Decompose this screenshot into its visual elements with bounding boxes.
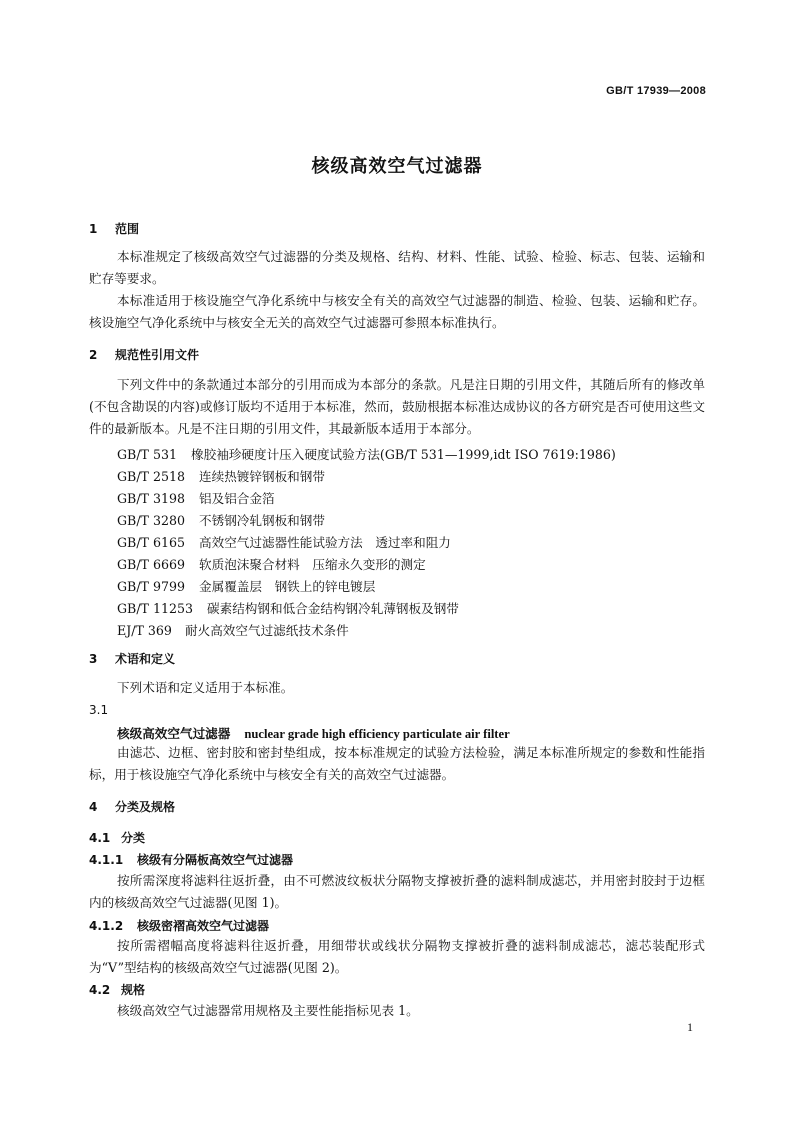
- reference-item: [117, 510, 325, 529]
- reference-title: 软质泡沫聚合材料 压缩永久变形的测定: [199, 557, 426, 572]
- section-4-2-paragraph: 核级高效空气过滤器常用规格及主要性能指标见表 1。: [117, 1003, 419, 1018]
- reference-title: 金属覆盖层 钢铁上的锌电镀层: [199, 579, 376, 594]
- section-1-paragraph-2: 本标准适用于核设施空气净化系统中与核安全有关的高效空气过滤器的制造、检验、包装、运输和贮存。核设施空气净化系统中与核安全无关的高效空气过滤器可参照本标准执行。: [89, 293, 705, 330]
- section-2-number: 2: [89, 348, 98, 362]
- section-4-1-number: 4.1: [89, 831, 111, 845]
- reference-code: GB/T 3280: [117, 513, 186, 528]
- section-4-1-1-number: 4.1.1: [89, 853, 124, 867]
- term-3-1-definition: 由滤芯、边框、密封胶和密封垫组成，按本标准规定的试验方法检验，满足本标准所规定的参数和性能指标，用于核设施空气净化系统中与核安全有关的高效空气过滤器。: [89, 745, 705, 782]
- section-4-1-2-paragraph: 按所需褶幅高度将滤料往返折叠，用细带状或线状分隔物支撑被折叠的滤料制成滤芯，滤芯装配形式为“V”型结构的核级高效空气过滤器(见图 2)。: [89, 938, 705, 975]
- reference-title: 铝及铝合金箔: [199, 491, 275, 506]
- term-3-1-number: 3.1: [89, 703, 109, 717]
- section-2-title: 规范性引用文件: [115, 348, 200, 362]
- section-3-paragraph: 下列术语和定义适用于本标准。: [117, 680, 294, 695]
- section-3-heading: [89, 650, 175, 667]
- section-2-heading: [89, 346, 199, 363]
- section-4-1-2-title: 核级密褶高效空气过滤器: [137, 919, 270, 933]
- reference-code: GB/T 3198: [117, 491, 186, 506]
- reference-item: [117, 620, 349, 639]
- section-1-title: 范围: [115, 222, 140, 236]
- section-4-1-1-paragraph: 按所需深度将滤料往返折叠，由不可燃波纹板状分隔物支撑被折叠的滤料制成滤芯，并用密封胶封于边框内的核级高效空气过滤器(见图 1)。: [89, 873, 705, 910]
- section-1-heading: [89, 220, 139, 237]
- reference-title: 不锈钢冷轧钢板和钢带: [199, 513, 325, 528]
- reference-code: EJ/T 369: [117, 623, 172, 638]
- page-number: 1: [687, 1020, 693, 1034]
- section-3-number: 3: [89, 652, 98, 666]
- reference-code: GB/T 11253: [117, 601, 194, 616]
- section-4-1-title: 分类: [121, 831, 146, 845]
- reference-item: [117, 576, 375, 595]
- reference-title: 耐火高效空气过滤纸技术条件: [185, 623, 349, 638]
- section-4-2-number: 4.2: [89, 983, 111, 997]
- section-3-title: 术语和定义: [115, 652, 176, 666]
- section-4-number: 4: [89, 800, 98, 814]
- section-4-1-2-heading: [89, 917, 269, 934]
- section-4-2-title: 规格: [121, 983, 146, 997]
- reference-title: 橡胶袖珍硬度计压入硬度试验方法(GB/T 531—1999,idt ISO 7619:1986): [191, 447, 616, 462]
- reference-item: [117, 532, 451, 551]
- reference-title: 连续热镀锌钢板和钢带: [199, 469, 325, 484]
- reference-code: GB/T 531: [117, 447, 177, 462]
- section-4-2-heading: [89, 981, 145, 998]
- reference-code: GB/T 6165: [117, 535, 186, 550]
- section-4-1-2-number: 4.1.2: [89, 919, 124, 933]
- document-title: 核级高效空气过滤器: [311, 156, 483, 177]
- reference-item: [117, 444, 616, 463]
- reference-item: [117, 488, 275, 507]
- reference-item: [117, 598, 459, 617]
- reference-title: 高效空气过滤器性能试验方法 透过率和阻力: [199, 535, 451, 550]
- section-4-title: 分类及规格: [115, 800, 176, 814]
- reference-title: 碳素结构钢和低合金结构钢冷轧薄钢板及钢带: [207, 601, 459, 616]
- reference-item: [117, 466, 325, 485]
- standard-code: GB/T 17939—2008: [606, 85, 706, 97]
- term-3-1-heading: [117, 723, 510, 742]
- reference-code: GB/T 2518: [117, 469, 186, 484]
- section-4-1-heading: [89, 829, 145, 846]
- section-4-1-1-heading: [89, 851, 293, 868]
- section-4-1-1-title: 核级有分隔板高效空气过滤器: [137, 853, 294, 867]
- section-4-heading: [89, 798, 175, 815]
- term-chinese: 核级高效空气过滤器: [117, 726, 231, 741]
- reference-item: [117, 554, 426, 573]
- section-2-paragraph: 下列文件中的条款通过本部分的引用而成为本部分的条款。凡是注日期的引用文件，其随后所有的修改单(不包含勘误的内容)或修订版均不适用于本标准，然而，鼓励根据本标准达成协议的各方研究是否可使用这些文件的最新版本。凡是不注日期的引用文件，其最新版本适用于本部分。: [89, 377, 705, 436]
- reference-code: GB/T 9799: [117, 579, 186, 594]
- section-1-paragraph-1: 本标准规定了核级高效空气过滤器的分类及规格、结构、材料、性能、试验、检验、标志、包装、运输和贮存等要求。: [89, 249, 705, 286]
- term-english: nuclear grade high efficiency particulate air filter: [244, 727, 510, 741]
- reference-code: GB/T 6669: [117, 557, 186, 572]
- section-1-number: 1: [89, 222, 98, 236]
